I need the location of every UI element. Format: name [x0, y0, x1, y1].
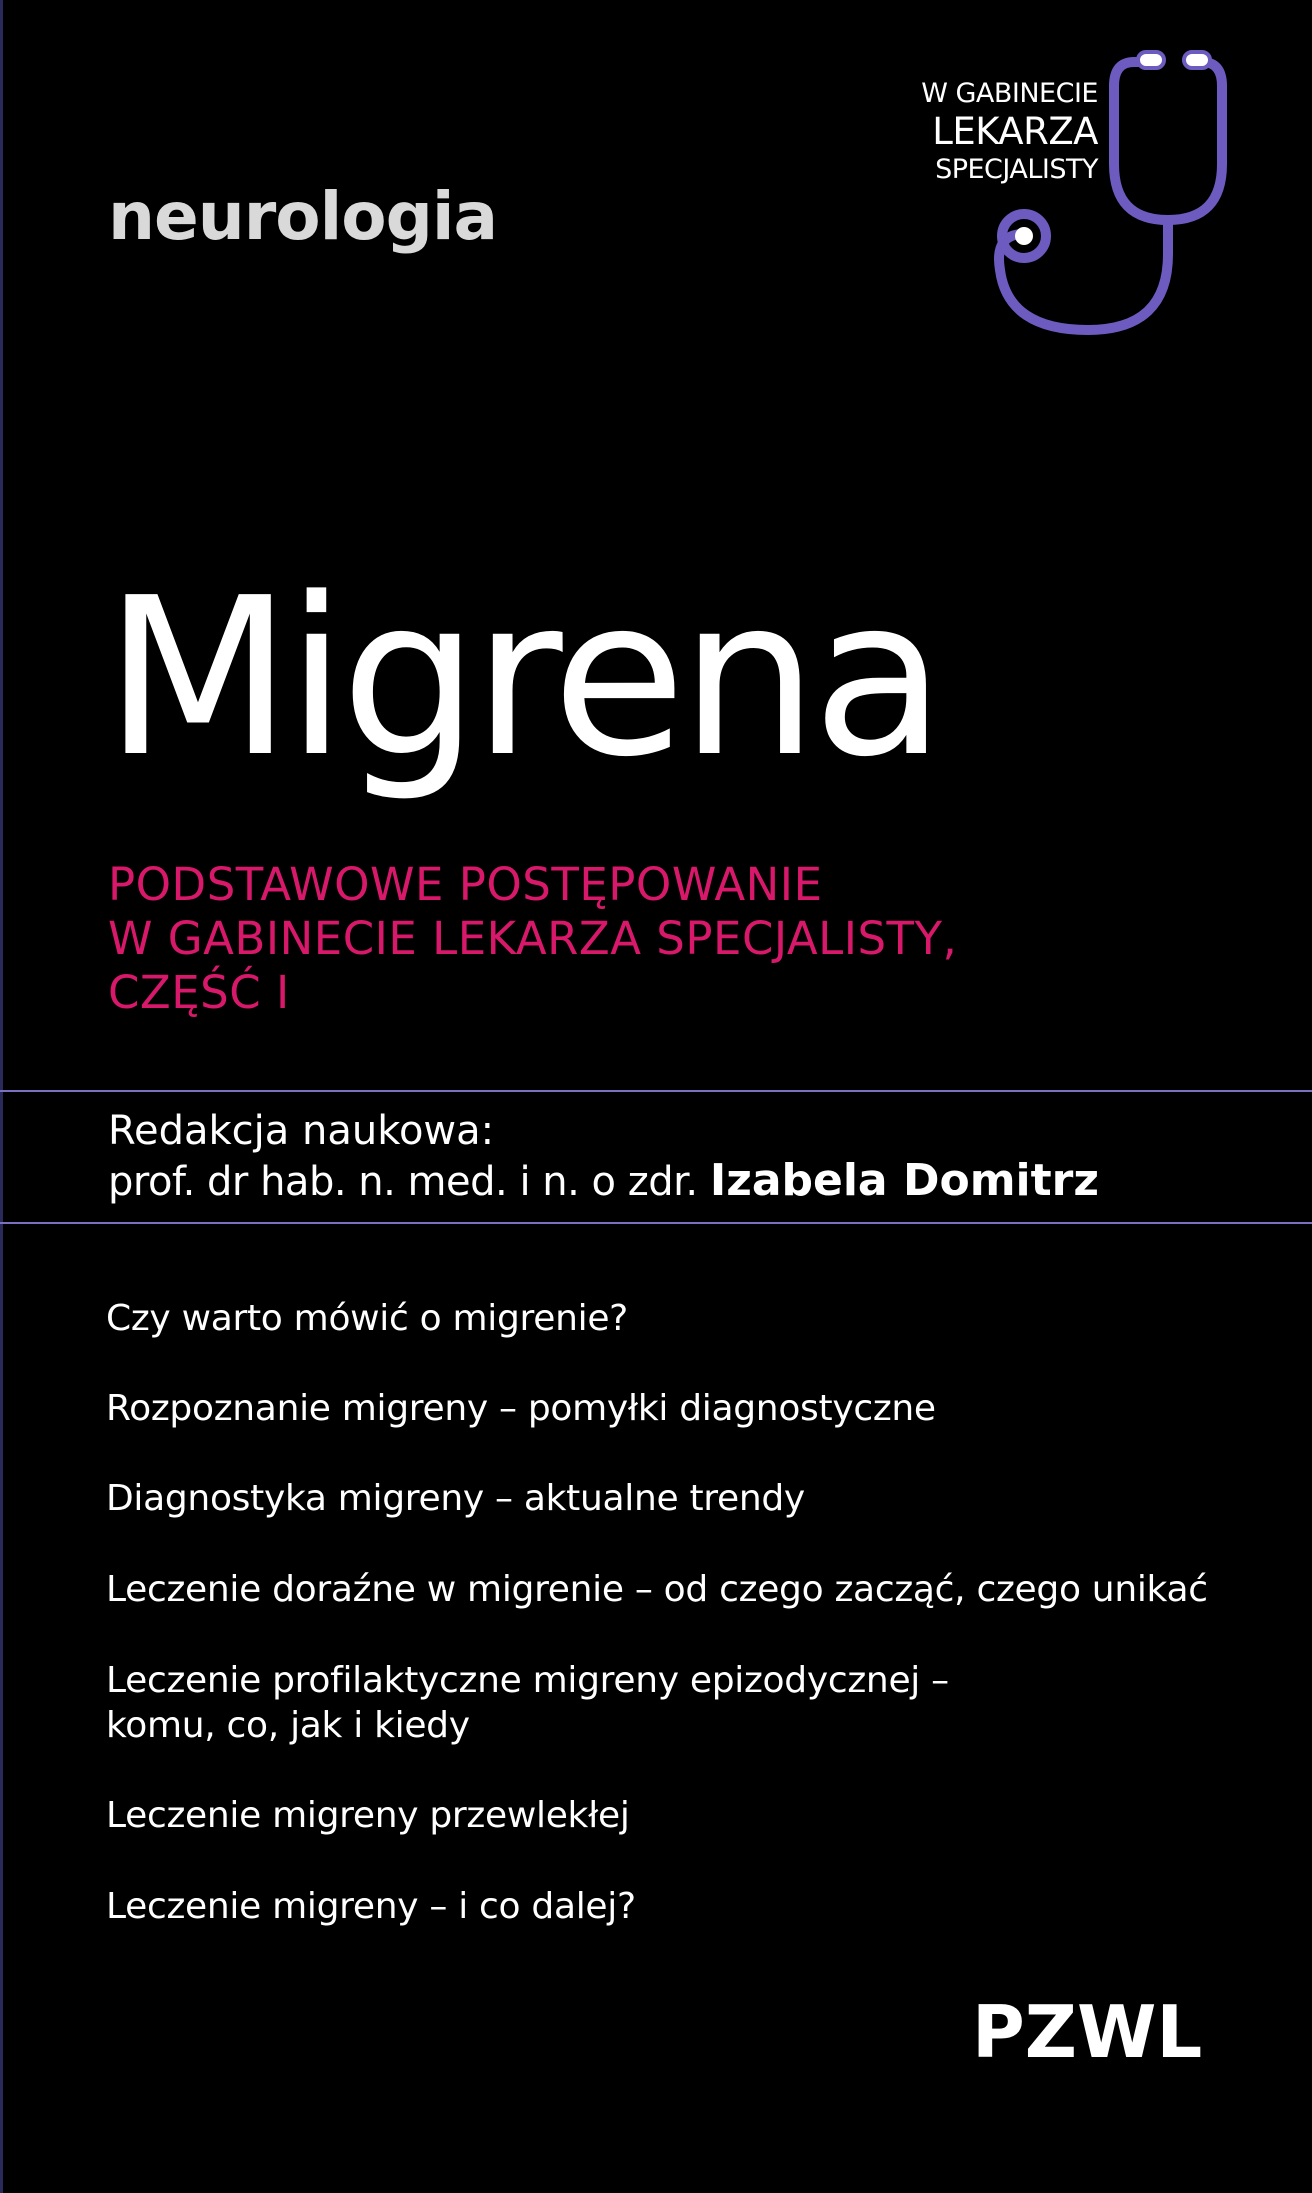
- contents-item: [106, 1476, 805, 1521]
- series-title-line3: SPECJALISTY: [935, 154, 1098, 185]
- category-label: neurologia: [108, 178, 497, 255]
- divider-top: [0, 1090, 1312, 1092]
- contents-item-line: Leczenie profilaktyczne migreny epizodycznej –: [106, 1660, 949, 1701]
- contents-item: [106, 1658, 949, 1748]
- contents-item-line: Leczenie migreny – i co dalej?: [106, 1886, 636, 1927]
- series-logo: [888, 44, 1258, 344]
- series-title-line1: W GABINECIE: [921, 78, 1098, 109]
- subtitle-line2: W GABINECIE LEKARZA SPECJALISTY,: [108, 912, 958, 965]
- editor-credit: [108, 1157, 1099, 1206]
- contents-item-line: Leczenie doraźne w migrenie – od czego zacząć, czego unikać: [106, 1569, 1208, 1610]
- contents-item: [106, 1386, 936, 1431]
- series-title: [888, 80, 1098, 183]
- contents-item: [106, 1296, 628, 1341]
- editor-label: Redakcja naukowa:: [108, 1108, 495, 1154]
- contents-item: [106, 1884, 636, 1929]
- contents-item-line: komu, co, jak i kiedy: [106, 1705, 470, 1746]
- book-title: Migrena: [104, 552, 940, 805]
- subtitle-line3: CZĘŚĆ I: [108, 966, 290, 1019]
- contents-item: [106, 1567, 1208, 1612]
- editor-name: Izabela Domitrz: [709, 1155, 1099, 1206]
- book-subtitle: [108, 858, 1258, 1020]
- cover-edge: [0, 0, 3, 2193]
- editor-credentials: prof. dr hab. n. med. i n. o zdr.: [108, 1159, 698, 1205]
- subtitle-line1: PODSTAWOWE POSTĘPOWANIE: [108, 858, 823, 911]
- publisher-logo: PZWL: [972, 1990, 1203, 2074]
- contents-item-line: Diagnostyka migreny – aktualne trendy: [106, 1478, 805, 1519]
- contents-item-line: Czy warto mówić o migrenie?: [106, 1298, 628, 1339]
- divider-bottom: [0, 1222, 1312, 1224]
- contents-item: [106, 1793, 630, 1838]
- contents-item-line: Leczenie migreny przewlekłej: [106, 1795, 630, 1836]
- series-title-line2: LEKARZA: [932, 110, 1098, 153]
- contents-item-line: Rozpoznanie migreny – pomyłki diagnostyczne: [106, 1388, 936, 1429]
